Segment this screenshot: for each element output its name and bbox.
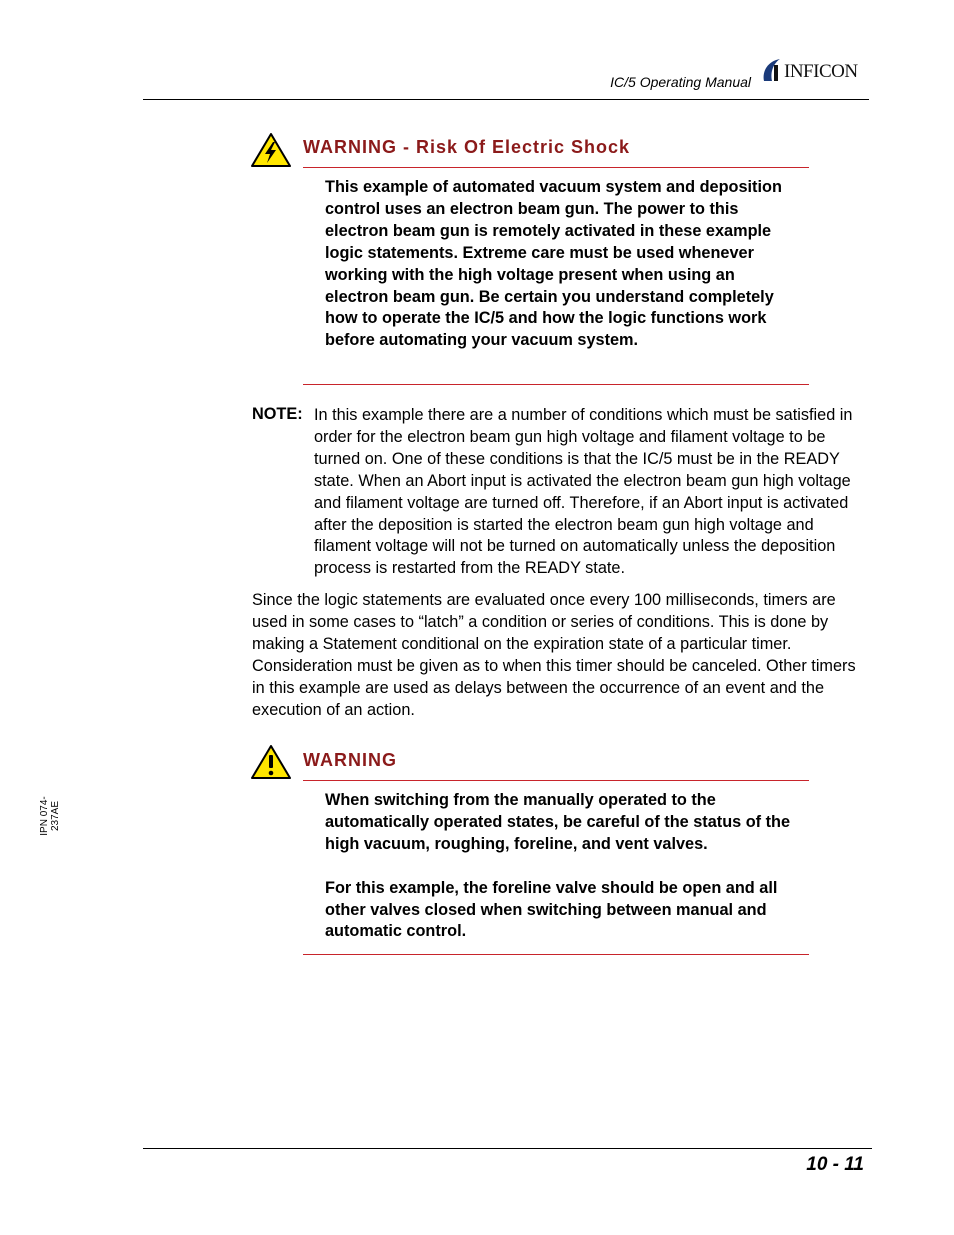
ipn-side-label: IPN 074-237AE [39, 796, 61, 836]
warning-bottom-rule [303, 954, 809, 955]
warning-title: WARNING [303, 750, 397, 770]
note-label: NOTE: [252, 405, 303, 423]
warning-body-electric-shock: This example of automated vacuum system and deposition control uses an electron beam gun. The power to this electron beam gun is remotely activated in these example logic statements. Extreme care must be used whenever working with the high voltage present when using an electron beam gun. Be certain you understand completely how to operate the IC/5 and how the logic functions work before automating your vacuum system. [325, 178, 782, 350]
exclamation-warning-icon [250, 744, 292, 780]
warning-top-rule [303, 780, 809, 781]
warning-paragraph-2: For this example, the foreline valve should be open and all other valves closed when switching between manual and automatic control. [325, 878, 778, 941]
warning-top-rule [303, 167, 809, 168]
warning-body-valves [325, 790, 795, 943]
header-divider [143, 99, 869, 100]
body-paragraph: Since the logic statements are evaluated once every 100 milliseconds, timers are used in some cases to “latch” a condition or series of conditions. This is done by making a Statement conditional on the expiration state of a particular timer. Consideration must be given as to when this timer should be canceled. Other timers in this example are used as delays between the occurrence of an event and the execution of an action. [252, 591, 856, 719]
inficon-logo-mark-icon [760, 57, 784, 83]
manual-title: IC/5 Operating Manual [610, 74, 751, 90]
logo-text: INFICON [784, 61, 858, 82]
warning-paragraph-1: When switching from the manually operated to the automatically operated states, be careful of the status of the high vacuum, roughing, foreline, and vent valves. [325, 791, 791, 853]
note-text: In this example there are a number of conditions which must be satisfied in order for the electron beam gun high voltage and filament voltage to be turned on. One of these conditions is that the IC/5 must be in the READY state. When an Abort input is activated the electron beam gun high voltage and filament voltage are turned off. Therefore, if an Abort input is activated after the deposition is started the electron beam gun high voltage and filament voltage will not be turned on automatically unless the deposition process is restarted from the READY state. [314, 406, 853, 578]
footer-divider [143, 1148, 872, 1149]
warning-title-electric-shock: WARNING - Risk Of Electric Shock [303, 137, 631, 157]
page-number: 10 - 11 [806, 1154, 864, 1175]
warning-bottom-rule [303, 384, 809, 385]
electric-shock-warning-icon [250, 132, 292, 168]
inficon-logo [760, 57, 872, 83]
